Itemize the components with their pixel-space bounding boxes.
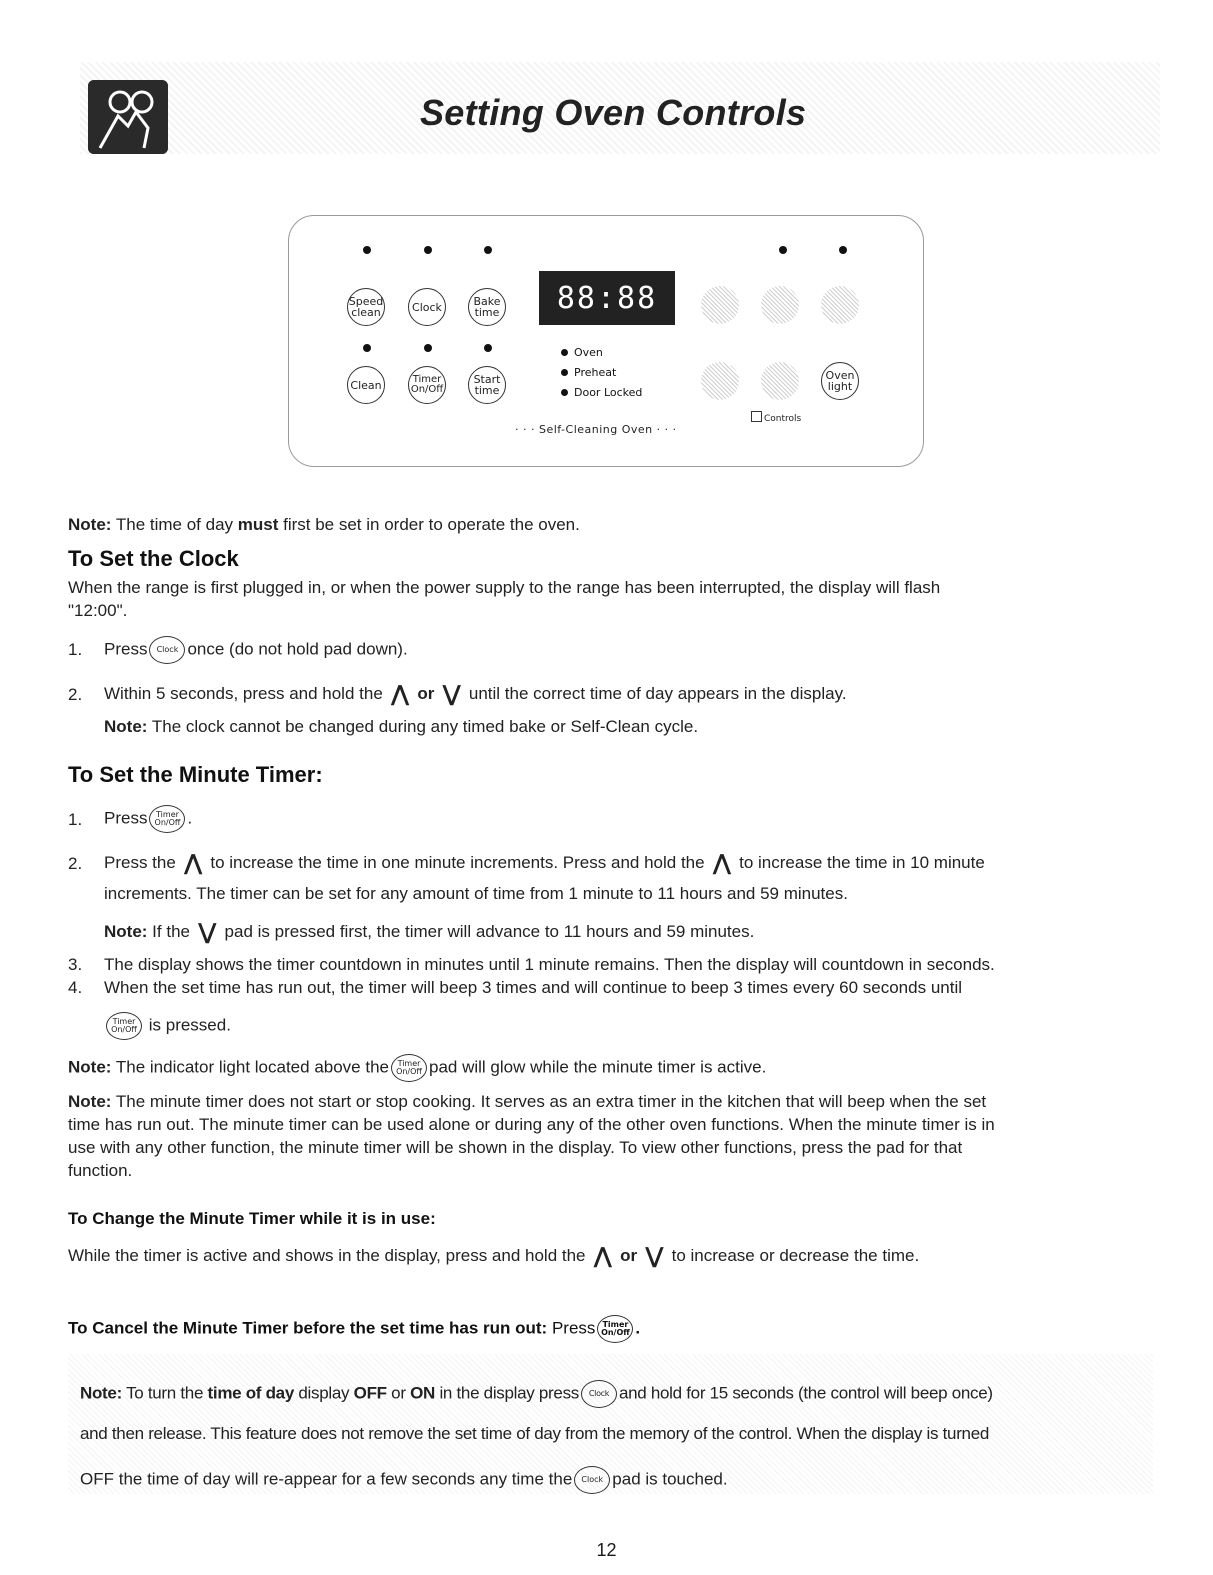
- up-arrow-icon: ⋀: [712, 851, 732, 876]
- faded-pad: [821, 286, 859, 324]
- faded-pad: [701, 362, 739, 400]
- step-number: 2.: [68, 685, 83, 704]
- timer-pad-icon: Timer On/Off: [149, 805, 185, 833]
- timer-heading: To Set the Minute Timer:: [68, 762, 323, 787]
- indicator-dot: [363, 246, 371, 254]
- panel-caption: · · · Self-Cleaning Oven · · ·: [515, 423, 677, 436]
- step-number: 1.: [68, 810, 83, 829]
- start-time-pad[interactable]: Start time: [468, 366, 506, 404]
- timer-on-off-pad[interactable]: Timer On/Off: [408, 366, 446, 404]
- timer-note-1: Note: The indicator light located above the Timer On/Off pad will glow while the minute timer is active.: [68, 1054, 766, 1082]
- step-number: 4.: [68, 978, 83, 997]
- indicator-dot: [363, 344, 371, 352]
- status-oven: Oven: [561, 346, 603, 359]
- clock-pad-icon: Clock: [574, 1466, 610, 1494]
- timer-note-2-line3: use with any other function, the minute timer will be shown in the display. To view other functions, press the pad for that: [68, 1138, 963, 1157]
- speed-clean-pad[interactable]: Speed clean: [347, 288, 385, 326]
- clock-pad-icon: Clock: [581, 1380, 617, 1408]
- timer-step-2: Press the ⋀ to increase the time in one minute increments. Press and hold the ⋀ to increase the time in 10 minute: [104, 851, 985, 876]
- final-note: Note: To turn the time of day display OFF or ON in the display press Clock and hold for 15 seconds (the control will beep once): [80, 1380, 993, 1408]
- timer-step-2-line2: increments. The timer can be set for any amount of time from 1 minute to 11 hours and 59 minutes.: [104, 884, 848, 903]
- indicator-dot: [424, 246, 432, 254]
- clock-step-2: Within 5 seconds, press and hold the ⋀ or ⋁ until the correct time of day appears in the display.: [104, 682, 847, 707]
- status-preheat: Preheat: [561, 366, 616, 379]
- timer-step-3: The display shows the timer countdown in minutes until 1 minute remains. Then the display will countdown in seconds.: [104, 955, 995, 974]
- down-arrow-icon: ⋁: [197, 920, 217, 945]
- cancel-timer-line: To Cancel the Minute Timer before the set time has run out: Press Timer On/Off .: [68, 1315, 640, 1343]
- timer-note-2: Note: The minute timer does not start or stop cooking. It serves as an extra timer in the kitchen that will beep when the set: [68, 1092, 987, 1111]
- down-arrow-icon: ⋁: [645, 1244, 664, 1269]
- timer-step-4: When the set time has run out, the timer will beep 3 times and will continue to beep 3 times every 60 seconds until: [104, 978, 963, 997]
- up-arrow-icon: ⋀: [183, 851, 203, 876]
- clock-note: Note: The clock cannot be changed during any timed bake or Self-Clean cycle.: [104, 717, 699, 736]
- faded-pad: [761, 362, 799, 400]
- clock-pad[interactable]: Clock: [408, 288, 446, 326]
- timer-note-2-line2: time has run out. The minute timer can be used alone or during any of the other oven functions. When the minute timer is in: [68, 1115, 995, 1134]
- clean-pad[interactable]: Clean: [347, 366, 385, 404]
- step-number: 2.: [68, 854, 83, 873]
- faded-pad: [701, 286, 739, 324]
- clock-display: 88:88: [539, 271, 675, 325]
- timer-pad-icon: Timer On/Off: [391, 1054, 427, 1082]
- indicator-dot: [484, 344, 492, 352]
- lock-controls-label: Controls: [751, 411, 801, 424]
- timer-step-4-line2: Timer On/Off is pressed.: [104, 1012, 231, 1040]
- hands-on-controls-icon: [88, 80, 168, 154]
- change-timer-text: While the timer is active and shows in the display, press and hold the ⋀ or ⋁ to increase or decrease the time.: [68, 1244, 920, 1269]
- final-note-line2: and then release. This feature does not remove the set time of day from the memory of the control. When the display is turned: [80, 1424, 990, 1443]
- step-number: 3.: [68, 955, 83, 974]
- timer-step-1: Press Timer On/Off .: [104, 805, 192, 833]
- step-number: 1.: [68, 640, 83, 659]
- timer-pad-icon: Timer On/Off: [106, 1012, 142, 1040]
- down-arrow-icon: ⋁: [442, 682, 461, 707]
- bake-time-pad[interactable]: Bake time: [468, 288, 506, 326]
- control-panel-diagram: [288, 215, 924, 467]
- oven-light-pad[interactable]: Oven light: [821, 362, 859, 400]
- page-number: 12: [596, 1540, 617, 1560]
- lock-icon: [751, 411, 762, 422]
- final-note-line3: OFF the time of day will re-appear for a few seconds any time the Clock pad is touched.: [80, 1466, 728, 1494]
- up-arrow-icon: ⋀: [593, 1244, 613, 1269]
- status-door-locked: Door Locked: [561, 386, 642, 399]
- change-timer-heading: To Change the Minute Timer while it is in use:: [68, 1209, 436, 1228]
- clock-pad-icon: Clock: [149, 636, 185, 664]
- timer-step-2-note: Note: If the ⋁ pad is pressed first, the timer will advance to 11 hours and 59 minutes.: [104, 920, 755, 945]
- clock-step-1: Press Clock once (do not hold pad down).: [104, 636, 408, 664]
- up-arrow-icon: ⋀: [390, 682, 410, 707]
- clock-heading: To Set the Clock: [68, 546, 239, 571]
- intro-note: Note: The time of day must first be set in order to operate the oven.: [68, 515, 580, 534]
- page-title: Setting Oven Controls: [420, 92, 807, 133]
- faded-pad: [761, 286, 799, 324]
- indicator-dot: [484, 246, 492, 254]
- indicator-dot: [424, 344, 432, 352]
- indicator-dot: [779, 246, 787, 254]
- clock-intro-line2: "12:00".: [68, 601, 128, 620]
- clock-intro-line1: When the range is first plugged in, or when the power supply to the range has been interrupted, the display will flash: [68, 578, 941, 597]
- timer-note-2-line4: function.: [68, 1161, 133, 1180]
- timer-pad-icon: Timer On/Off: [597, 1315, 633, 1343]
- indicator-dot: [839, 246, 847, 254]
